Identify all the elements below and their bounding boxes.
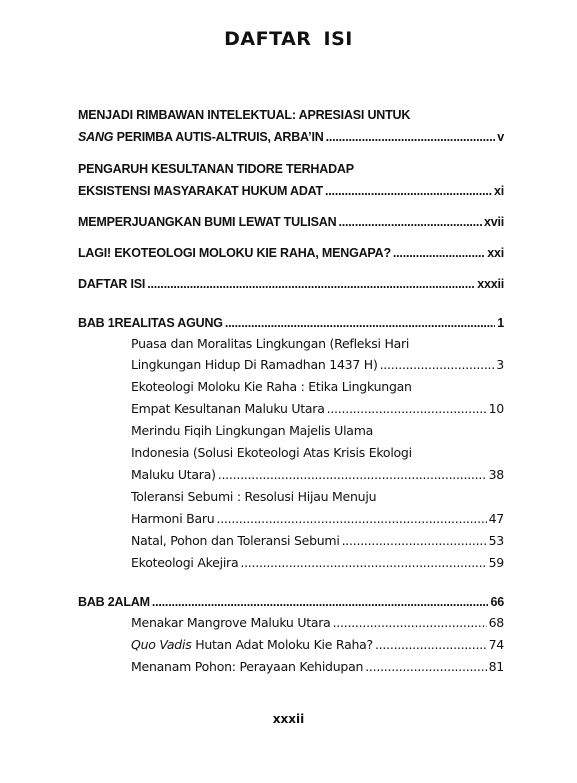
entry-text: PERIMBA AUTIS-ALTRUIS, ARBA’IN [113, 130, 324, 144]
toc-entry-prakata[interactable] [78, 126, 504, 148]
dot-leader [342, 530, 487, 552]
page-number: 53 [488, 533, 504, 548]
dot-leader [325, 180, 492, 202]
page-number: xxxii [477, 277, 504, 291]
toc-entry-ekoteologi-moloku[interactable] [131, 398, 504, 420]
entry-text: Harmoni Baru [131, 511, 215, 526]
page-number: v [497, 130, 504, 144]
entry-text: Empat Kesultanan Maluku Utara [131, 401, 325, 416]
page-title: DAFTAR ISI [224, 28, 353, 50]
entry-text: Ekoteologi Moloku Kie Raha : Etika Lingkungan [131, 379, 412, 394]
page-number: xi [493, 184, 504, 198]
toc-entry-line [131, 442, 504, 464]
chapter-title: REALITAS AGUNG [114, 316, 223, 330]
dot-leader [393, 242, 485, 264]
entry-text: Menakar Mangrove Maluku Utara [131, 615, 331, 630]
toc-entry-menanam-pohon[interactable] [131, 656, 504, 678]
toc-entry-menakar-mangrove[interactable] [131, 612, 504, 634]
toc-entry-line [131, 376, 504, 398]
entry-text-italic: SANG [78, 130, 114, 144]
page-number: xvii [483, 215, 504, 229]
dot-leader [218, 464, 487, 486]
dot-leader [326, 126, 496, 148]
entry-text: MEMPERJUANGKAN BUMI LEWAT TULISAN [78, 215, 337, 229]
entry-text: Hutan Adat Moloku Kie Raha? [191, 637, 373, 652]
dot-leader [327, 398, 487, 420]
toc-entry-line [131, 333, 504, 355]
page-number: 81 [488, 659, 504, 674]
entry-text-italic: Quo Vadis [131, 637, 192, 652]
entry-text: MENJADI RIMBAWAN INTELEKTUAL: APRESIASI UNTUK [78, 108, 411, 122]
page-number: 59 [488, 555, 504, 570]
entry-text: EKSISTENSI MASYARAKAT HUKUM ADAT [78, 184, 323, 198]
page-number: 74 [488, 637, 504, 652]
dot-leader [375, 634, 487, 656]
entry-text: Toleransi Sebumi : Resolusi Hijau Menuju [131, 489, 377, 504]
toc-entry-puasa[interactable] [131, 354, 504, 376]
page-number: 38 [488, 467, 504, 482]
entry-text: DAFTAR ISI [78, 277, 146, 291]
page-number: 10 [488, 401, 504, 416]
dot-leader [365, 656, 486, 678]
toc-entry-line [131, 486, 504, 508]
entry-text: Indonesia (Solusi Ekoteologi Atas Krisis Ekologi [131, 445, 412, 460]
toc-entry-memperjuangkan[interactable] [78, 211, 504, 233]
page-number: xxi [487, 246, 504, 260]
entry-text: Puasa dan Moralitas Lingkungan (Refleksi Hari [131, 336, 410, 351]
entry-text: Menanam Pohon: Perayaan Kehidupan [131, 659, 364, 674]
footer-page-number: xxxii [272, 712, 305, 726]
dot-leader [147, 273, 475, 295]
toc-entry-daftar-isi[interactable] [78, 273, 504, 295]
toc-entry-ekoteologi-akejira[interactable] [131, 552, 504, 574]
dot-leader [216, 508, 486, 530]
toc-entry-line [131, 420, 504, 442]
toc-entry-quo-vadis[interactable] [131, 634, 504, 656]
toc-entry-pengaruh[interactable] [78, 180, 504, 202]
entry-text: LAGI! EKOTEOLOGI MOLOKU KIE RAHA, MENGAPA? [78, 246, 391, 260]
toc-entry-pengaruh-line1 [78, 158, 504, 180]
entry-text: Lingkungan Hidup Di Ramadhan 1437 H) [131, 357, 378, 372]
toc-chapter-bab1[interactable] [78, 312, 504, 334]
toc-entry-lagi[interactable] [78, 242, 504, 264]
entry-text: Natal, Pohon dan Toleransi Sebumi [131, 533, 340, 548]
page-number: 3 [496, 357, 504, 372]
entry-text: Maluku Utara) [131, 467, 216, 482]
page-number: 66 [490, 595, 504, 609]
dot-leader [338, 211, 481, 233]
dot-leader [333, 612, 487, 634]
chapter-number: BAB 1 [78, 316, 115, 330]
toc-entry-toleransi-sebumi[interactable] [131, 508, 504, 530]
entry-text: Merindu Fiqih Lingkungan Majelis Ulama [131, 423, 374, 438]
page-number: 1 [497, 316, 504, 330]
chapter-title: ALAM [114, 595, 150, 609]
toc-entry-prakata-line1 [78, 104, 504, 126]
page-number: 68 [488, 615, 504, 630]
dot-leader [240, 552, 486, 574]
entry-text: PENGARUH KESULTANAN TIDORE TERHADAP [78, 162, 354, 176]
toc-entry-natal-pohon[interactable] [131, 530, 504, 552]
dot-leader [380, 354, 495, 376]
chapter-number: BAB 2 [78, 595, 115, 609]
dot-leader [225, 312, 495, 334]
dot-leader [152, 591, 489, 613]
toc-entry-merindu-fiqih[interactable] [131, 464, 504, 486]
toc-chapter-bab2[interactable] [78, 591, 504, 613]
entry-text: Ekoteologi Akejira [131, 555, 239, 570]
page-number: 47 [488, 511, 504, 526]
